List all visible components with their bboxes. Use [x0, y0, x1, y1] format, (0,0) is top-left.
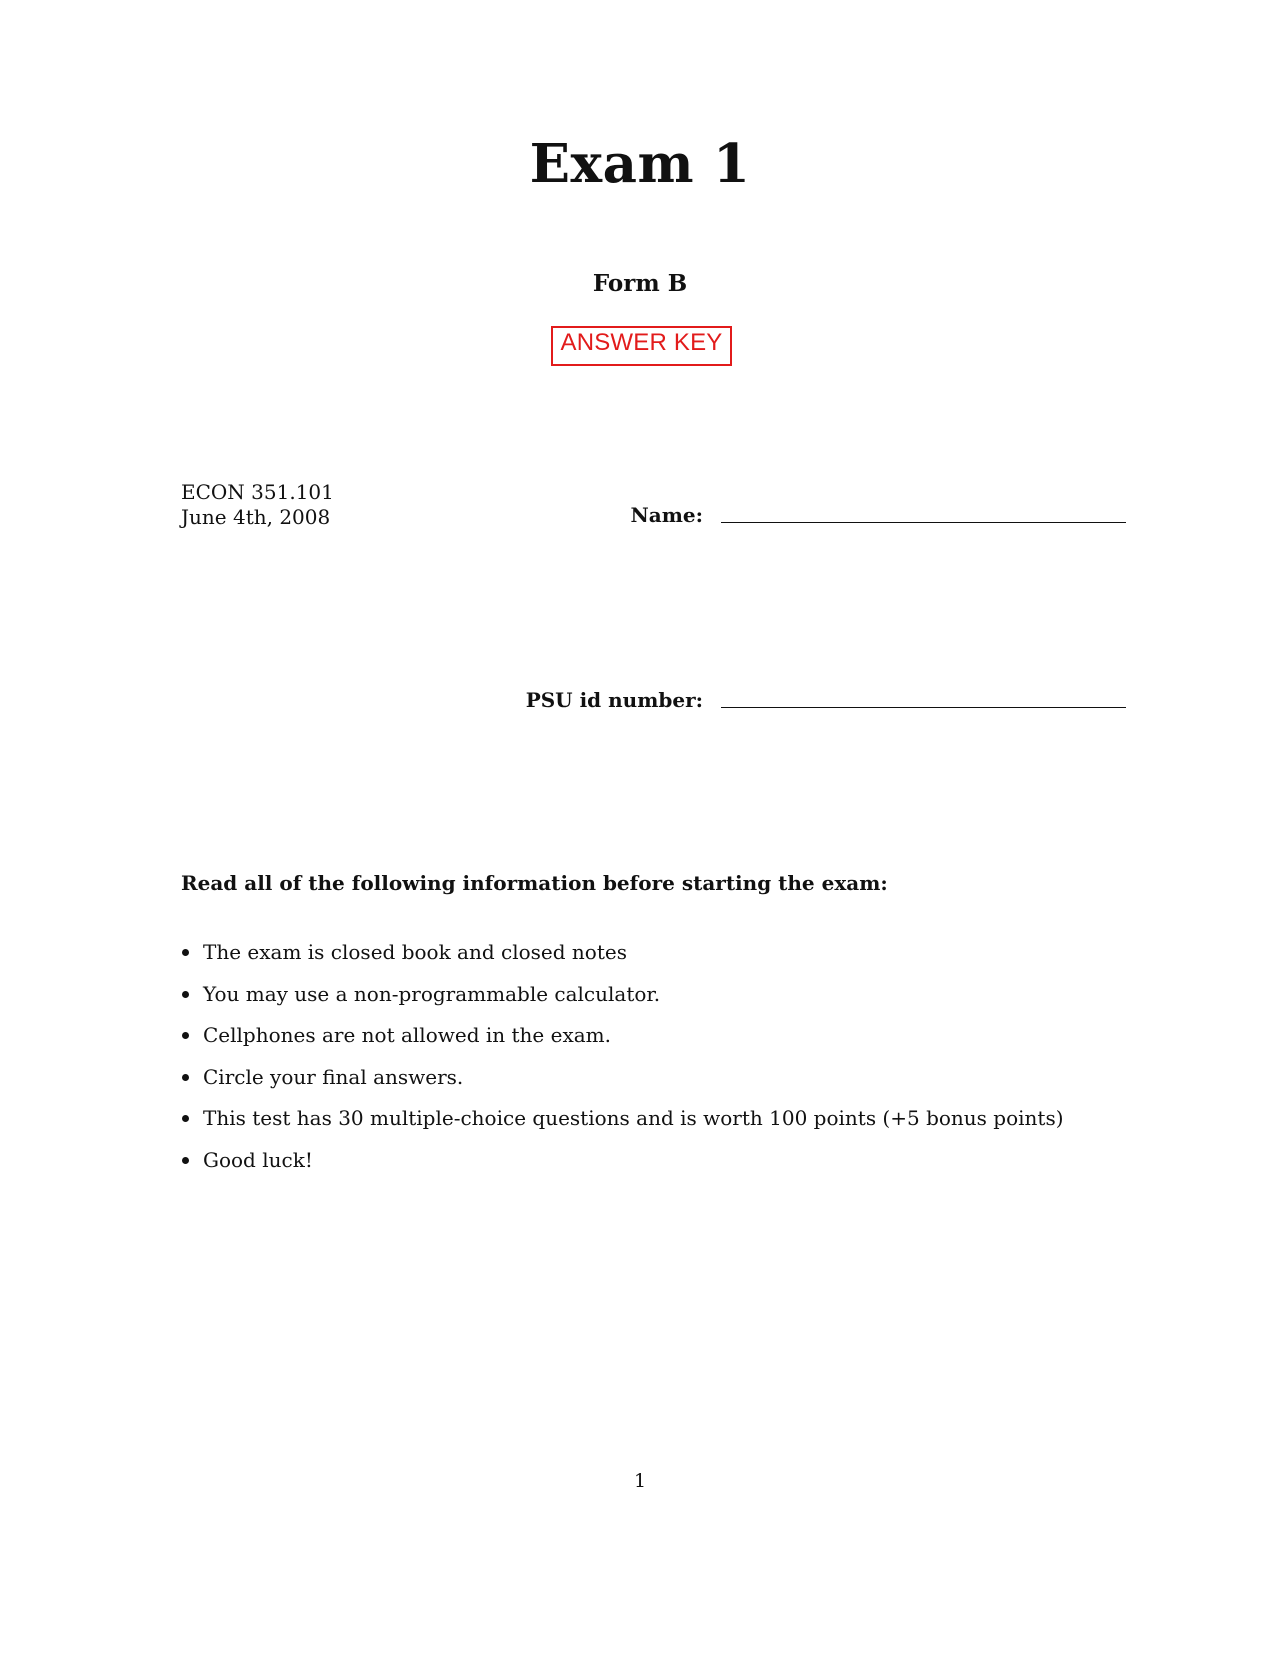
- bullet-icon: [182, 1157, 189, 1164]
- list-item-text: You may use a non-programmable calculator.: [203, 981, 661, 1006]
- bullet-icon: [182, 1115, 189, 1122]
- bullet-icon: [182, 949, 189, 956]
- exam-title: Exam 1: [529, 133, 751, 195]
- page-number: 1: [633, 1470, 647, 1492]
- instructions-heading: Read all of the following information before starting the exam:: [181, 871, 888, 895]
- course-info: [181, 480, 334, 530]
- course-code: ECON 351.101: [181, 480, 334, 504]
- list-item: [181, 1023, 1064, 1065]
- list-item: [181, 940, 1064, 982]
- list-item: [181, 1106, 1064, 1148]
- instructions-list: [181, 940, 1064, 1190]
- list-item-text: Good luck!: [203, 1147, 313, 1172]
- bullet-icon: [182, 991, 189, 998]
- list-item-text: Circle your final answers.: [203, 1064, 464, 1089]
- list-item: [181, 1148, 1064, 1190]
- form-label: Form B: [592, 270, 688, 297]
- list-item-text: Cellphones are not allowed in the exam.: [203, 1023, 611, 1048]
- psu-id-label: PSU id number:: [525, 688, 703, 712]
- list-item-text: The exam is closed book and closed notes: [203, 940, 627, 964]
- list-item-text: This test has 30 multiple-choice questions and is worth 100 points (+5 bonus points): [203, 1106, 1064, 1131]
- list-item: [181, 982, 1064, 1024]
- psu-id-blank-line: [721, 707, 1126, 708]
- list-item: [181, 1065, 1064, 1107]
- name-blank-line: [721, 522, 1126, 523]
- bullet-icon: [182, 1074, 189, 1081]
- answer-key-stamp: ANSWER KEY: [551, 326, 732, 366]
- exam-date: June 4th, 2008: [181, 505, 331, 529]
- name-label: Name:: [630, 503, 703, 527]
- bullet-icon: [182, 1032, 189, 1039]
